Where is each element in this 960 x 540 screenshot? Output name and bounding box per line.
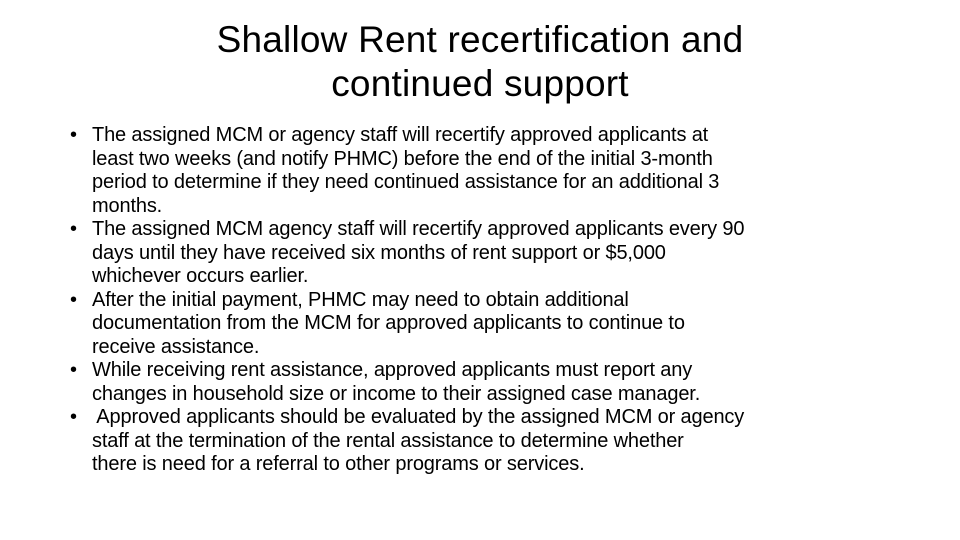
- bullet-line: days until they have received six months of rent support or $5,000: [92, 241, 666, 264]
- bullet-item: [70, 218, 900, 289]
- bullet-dot-icon: •: [70, 124, 77, 146]
- bullet-dot-icon: •: [70, 359, 77, 381]
- bullet-text: [92, 218, 900, 289]
- bullet-text: [92, 406, 900, 477]
- bullet-line: least two weeks (and notify PHMC) before the end of the initial 3-month: [92, 147, 713, 170]
- bullet-item: [70, 359, 900, 406]
- bullet-text: [92, 359, 900, 406]
- bullet-line: The assigned MCM agency staff will recertify approved applicants every 90: [92, 218, 745, 240]
- bullet-line: After the initial payment, PHMC may need to obtain additional: [92, 288, 629, 311]
- bullet-item: [70, 406, 900, 477]
- bullet-dot-icon: •: [70, 218, 77, 240]
- slide-title-line: Shallow Rent recertification and: [216, 19, 744, 60]
- bullet-line: whichever occurs earlier.: [92, 265, 309, 287]
- bullet-line: documentation from the MCM for approved applicants to continue to: [92, 312, 685, 334]
- slide-title: [120, 18, 840, 106]
- bullet-line: there is need for a referral to other programs or services.: [92, 453, 585, 475]
- bullet-line: Approved applicants should be evaluated by the assigned MCM or agency: [92, 406, 745, 428]
- bullet-text: [92, 124, 900, 218]
- bullet-item: [70, 124, 900, 218]
- bullet-line: staff at the termination of the rental assistance to determine whether: [92, 429, 684, 452]
- bullet-dot-icon: •: [70, 406, 77, 428]
- bullet-line: The assigned MCM or agency staff will recertify approved applicants at: [92, 124, 709, 146]
- bullet-dot-icon: •: [70, 288, 77, 311]
- bullet-list: [70, 124, 900, 477]
- bullet-item: [70, 289, 900, 360]
- bullet-line: months.: [92, 194, 163, 217]
- bullet-line: While receiving rent assistance, approved applicants must report any: [92, 359, 693, 381]
- bullet-line: period to determine if they need continued assistance for an additional 3: [92, 171, 720, 193]
- bullet-line: changes in household size or income to their assigned case manager.: [92, 382, 701, 405]
- bullet-line: receive assistance.: [92, 335, 260, 358]
- bullet-text: [92, 289, 900, 360]
- slide-title-line: continued support: [331, 63, 629, 104]
